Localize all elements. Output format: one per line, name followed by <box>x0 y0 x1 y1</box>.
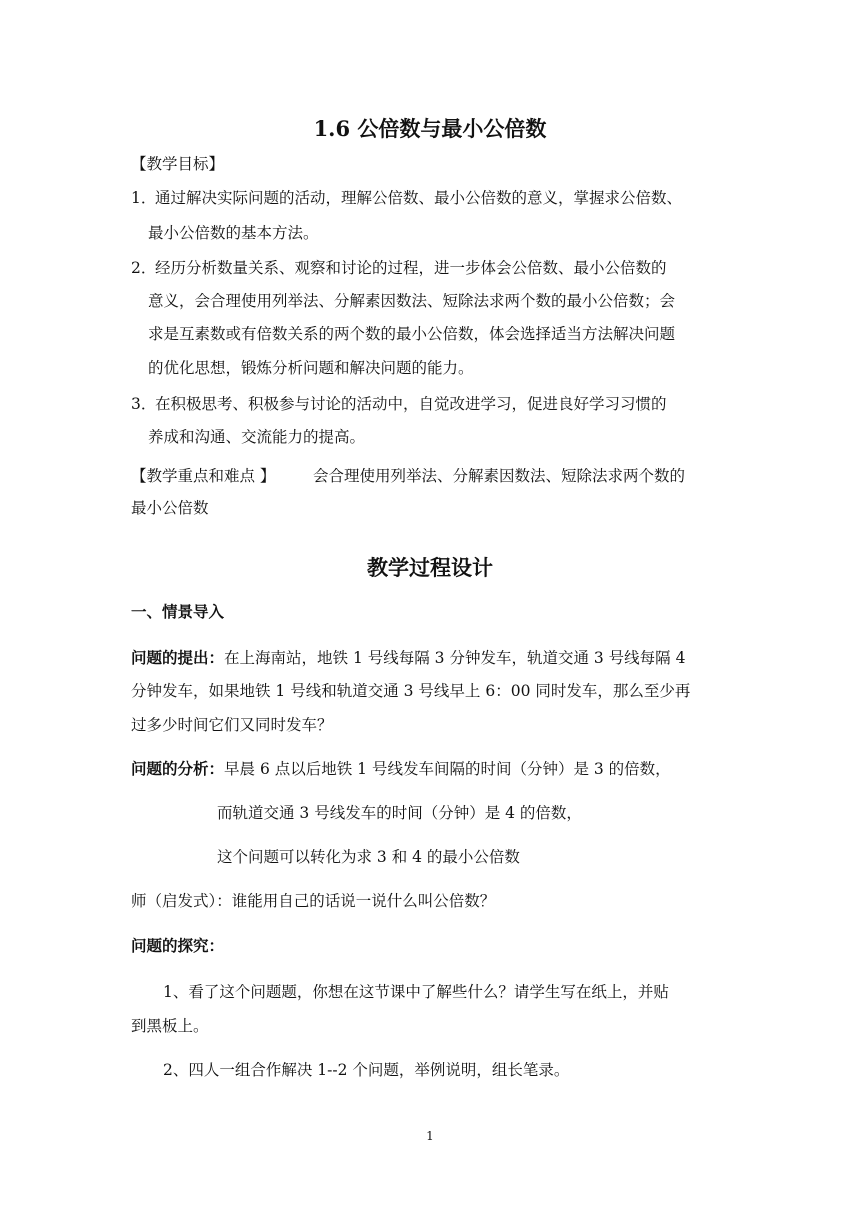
key-points-line-1: 会合理使用列举法、分解素因数法、短除法求两个数的 <box>313 467 686 485</box>
objective-1-line-2: 最小公倍数的基本方法。 <box>148 224 319 242</box>
objective-2-line-2: 意义，会合理使用列举法、分解素因数法、短除法求两个数的最小公倍数；会 <box>148 292 676 310</box>
explore-item-1-line-2: 到黑板上。 <box>131 1017 209 1035</box>
objective-3-line-1: 在积极思考、积极参与讨论的活动中，自觉改进学习，促进良好学习习惯的 <box>155 395 667 413</box>
objective-3-line-2: 养成和沟通、交流能力的提高。 <box>148 428 366 446</box>
problem-line-3: 过多少时间它们又同时发车？ <box>131 716 333 734</box>
document-title: 1.6 公倍数与最小公倍数 <box>313 116 547 141</box>
problem-label: 问题的提出： <box>131 648 225 667</box>
process-title: 教学过程设计 <box>367 555 493 580</box>
key-points-line-2: 最小公倍数 <box>131 499 209 517</box>
teacher-prompt: 师（启发式）：谁能用自己的话说一说什么叫公倍数？ <box>131 892 496 910</box>
objective-1-number: 1． <box>131 189 157 207</box>
objective-3-number: 3． <box>131 395 157 413</box>
page-number: 1 <box>426 1129 434 1143</box>
key-points-heading: 【教学重点和难点 】 <box>131 467 276 485</box>
analysis-line-1 <box>131 761 671 778</box>
objective-2-number: 2． <box>131 259 157 277</box>
explore-item-1-line-1: 1、看了这个问题题，你想在这节课中了解些什么？请学生写在纸上，并贴 <box>163 983 669 1001</box>
explore-label: 问题的探究： <box>131 936 225 955</box>
objective-2-line-3: 求是互素数或有倍数关系的两个数的最小公倍数，体会选择适当方法解决问题 <box>148 325 676 343</box>
analysis-line-2: 而轨道交通 3 号线发车的时间（分钟）是 4 的倍数， <box>217 804 582 822</box>
explore-item-2: 2、四人一组合作解决 1--2 个问题，举例说明，组长笔录。 <box>163 1061 570 1079</box>
problem-text-1: 在上海南站，地铁 1 号线每隔 3 分钟发车，轨道交通 3 号线每隔 4 <box>224 649 686 667</box>
objective-2-line-1: 经历分析数量关系、观察和讨论的过程，进一步体会公倍数、最小公倍数的 <box>155 259 667 277</box>
section-1-heading: 一、情景导入 <box>131 602 225 621</box>
objectives-heading: 【教学目标】 <box>131 155 225 173</box>
objective-2-line-4: 的优化思想，锻炼分析问题和解决问题的能力。 <box>148 359 474 377</box>
analysis-label: 问题的分析： <box>131 759 225 778</box>
problem-line-1 <box>131 650 685 667</box>
problem-line-2: 分钟发车，如果地铁 1 号线和轨道交通 3 号线早上 6：00 同时发车，那么至少再 <box>131 682 691 700</box>
objective-1-line-1: 通过解决实际问题的活动，理解公倍数、最小公倍数的意义，掌握求公倍数、 <box>155 189 683 207</box>
analysis-text-1: 早晨 6 点以后地铁 1 号线发车间隔的时间（分钟）是 3 的倍数， <box>224 760 671 778</box>
analysis-line-3: 这个问题可以转化为求 3 和 4 的最小公倍数 <box>217 848 520 866</box>
